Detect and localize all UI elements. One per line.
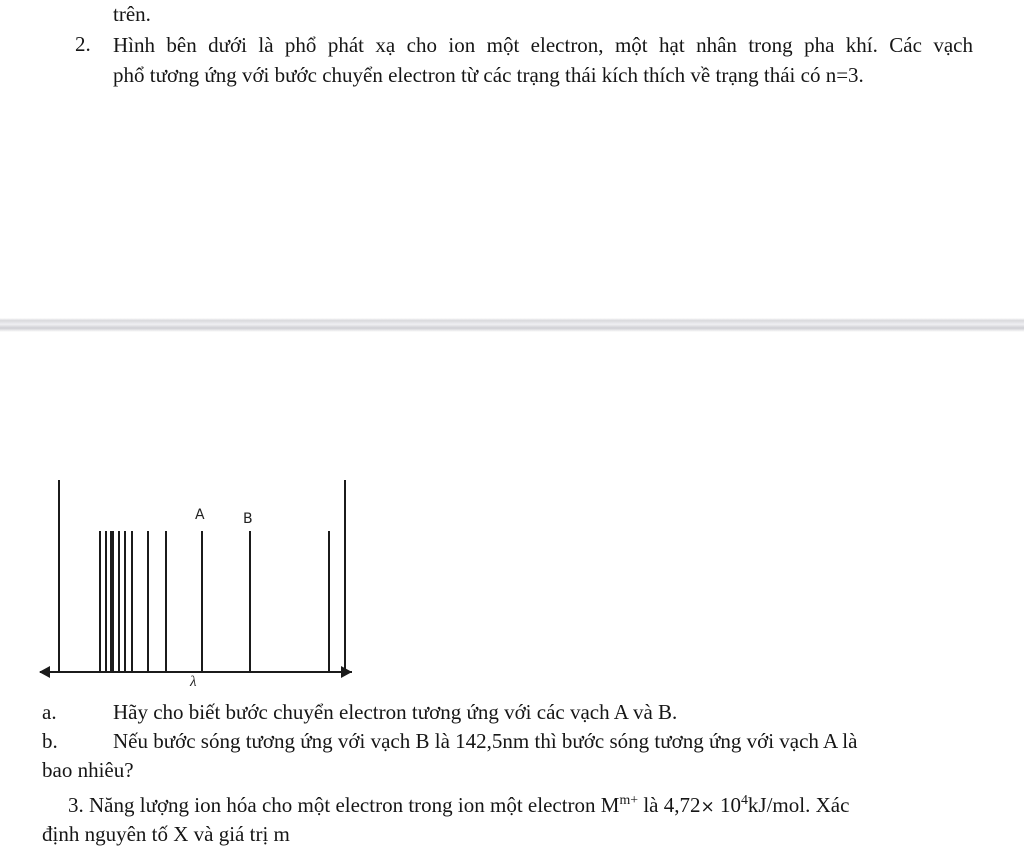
part-b-label: b. <box>42 729 58 753</box>
part-a-label: a. <box>42 700 57 724</box>
spectrum-line <box>147 531 149 671</box>
question-2-number: 2. <box>75 32 91 56</box>
emission-spectrum-figure <box>40 470 370 695</box>
spectrum-line-a <box>201 531 203 671</box>
x-axis-right-arrow-icon <box>341 666 352 678</box>
part-b-text: Nếu bước sóng tương ứng với vạch B là 142,5nm thì bước sóng tương ứng với vạch A là <box>113 729 858 753</box>
spectrum-line <box>99 531 101 671</box>
spectrum-line-b <box>249 531 251 671</box>
multiplication-sign: × <box>700 797 715 817</box>
question-3-line-1 <box>68 791 849 822</box>
spectrum-line <box>328 531 330 671</box>
spectrum-line <box>124 531 126 671</box>
question-2-body <box>113 30 973 90</box>
figure-right-axis <box>344 480 346 672</box>
x-axis-left-arrow-icon <box>39 666 50 678</box>
spectrum-line <box>118 531 120 671</box>
page-divider-band <box>0 318 1024 332</box>
q3-post: kJ/mol. Xác <box>747 793 850 817</box>
question-2-line-2: phổ tương ứng với bước chuyển electron từ các trạng thái kích thích về trạng thái có n=3. <box>113 63 864 87</box>
part-b-row <box>0 727 1024 756</box>
spectrum-line <box>105 531 107 671</box>
spectrum-line <box>110 531 114 671</box>
question-2-line-1: Hình bên dưới là phổ phát xạ cho ion một electron, một hạt nhân trong pha khí. Các vạch <box>113 33 973 57</box>
spectrum-line <box>165 531 167 671</box>
q3-charge-sup: m+ <box>619 792 639 807</box>
q3-val-pre: 10 <box>714 793 741 817</box>
figure-label-b: B <box>243 511 253 527</box>
question-3-line-2: định nguyên tố X và giá trị m <box>42 822 290 846</box>
question-3-row-2 <box>0 820 1024 849</box>
part-b-text-continued: bao nhiêu? <box>42 758 134 782</box>
q3-pre: 3. Năng lượng ion hóa cho một electron trong ion một electron M <box>68 793 620 817</box>
figure-x-axis <box>40 671 352 673</box>
figure-left-axis <box>58 480 60 672</box>
question-3-row-1 <box>0 791 1024 820</box>
q3-mid: là 4,72 <box>638 793 701 817</box>
figure-label-a: A <box>195 507 205 523</box>
spectrum-line <box>131 531 133 671</box>
bottom-text-block <box>0 698 1024 849</box>
fragment-top-line: trên. <box>113 2 151 26</box>
figure-axis-label: λ <box>190 674 197 690</box>
part-b-continuation-row <box>0 756 1024 785</box>
part-a-text: Hãy cho biết bước chuyển electron tương ứng với các vạch A và B. <box>113 700 678 724</box>
part-a-row <box>0 698 1024 727</box>
q3-exponent: 4 <box>740 792 748 807</box>
